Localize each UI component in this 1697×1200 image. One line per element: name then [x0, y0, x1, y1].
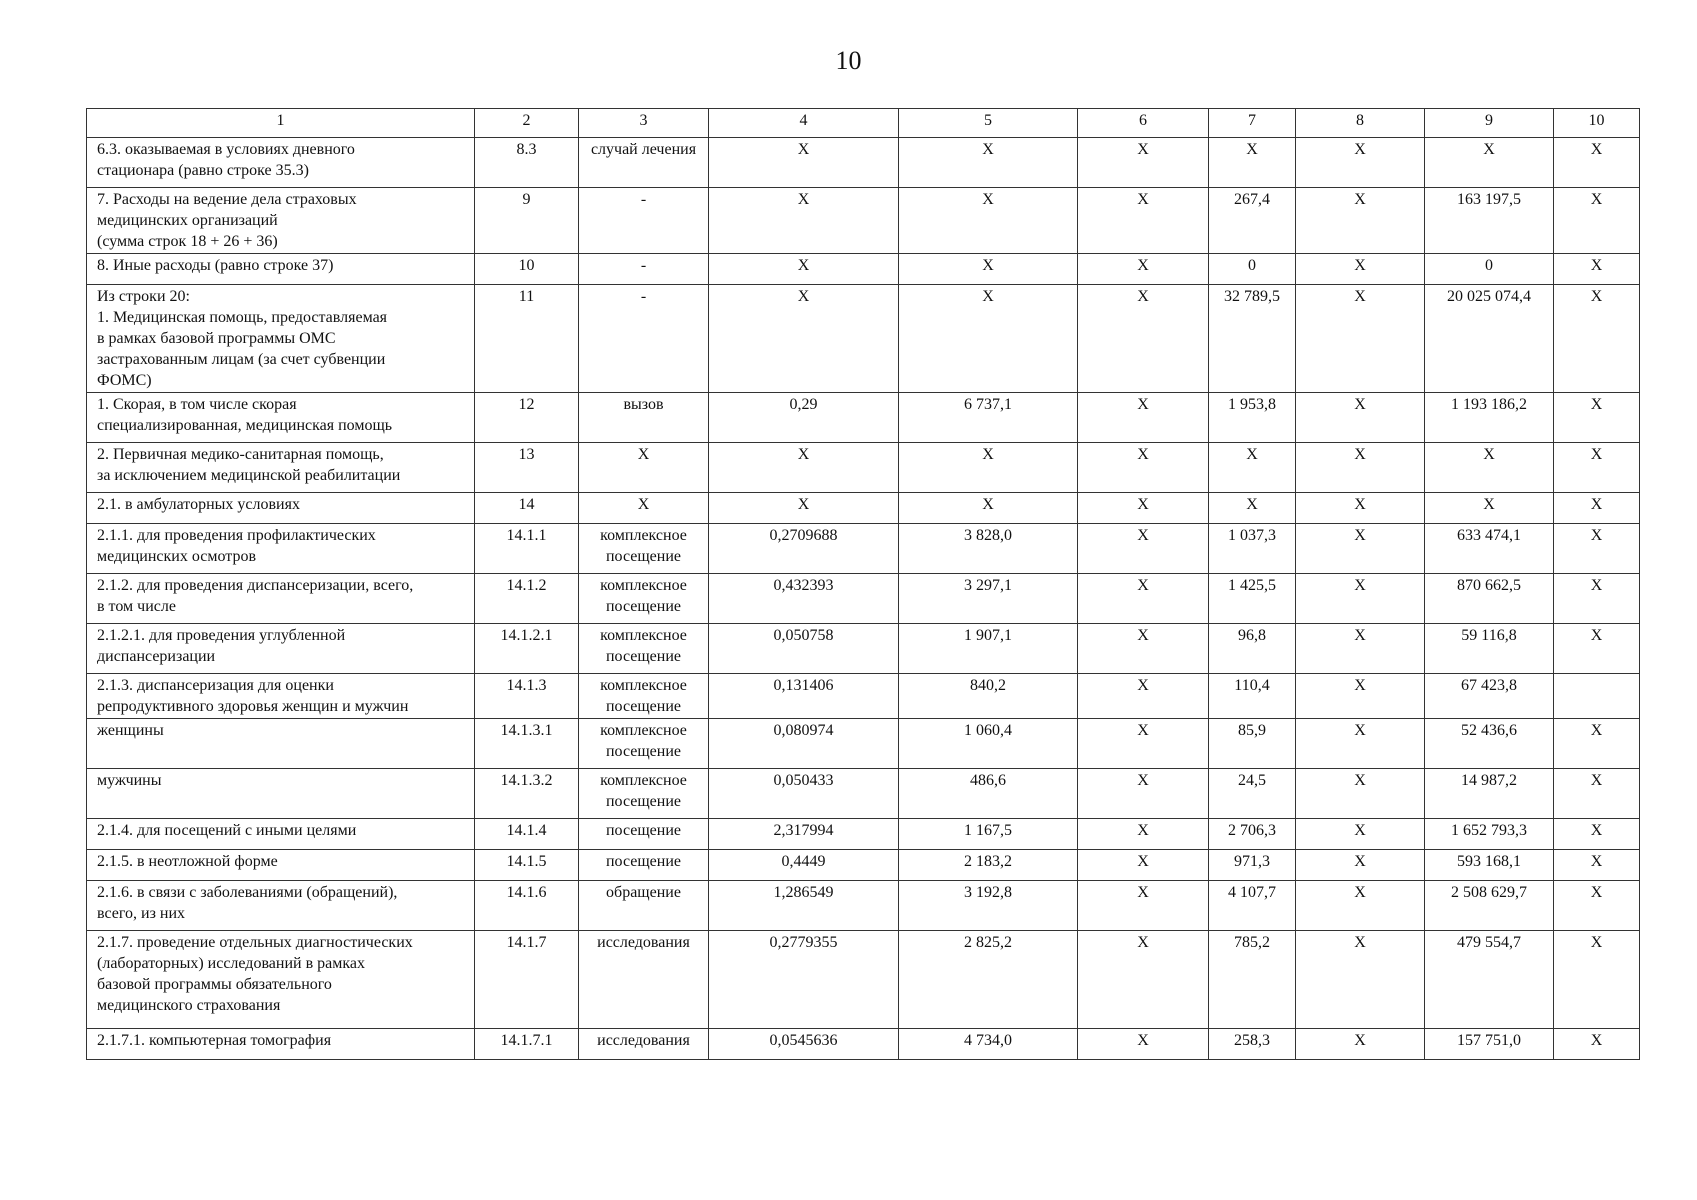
table-cell: Х — [1078, 931, 1209, 1029]
table-cell: комплексное посещение — [579, 574, 709, 624]
table-row — [87, 574, 1640, 624]
table-cell: 14.1.3.1 — [475, 719, 579, 769]
table-cell: Х — [1078, 769, 1209, 819]
table-cell: комплексное посещение — [579, 524, 709, 574]
table-row — [87, 881, 1640, 931]
table-cell: 4 734,0 — [899, 1029, 1078, 1060]
table-cell: Х — [579, 443, 709, 493]
column-header: 10 — [1554, 109, 1640, 138]
row-label-cell: 2.1.3. диспансеризация для оценки репродуктивного здоровья женщин и мужчин — [87, 674, 475, 719]
table-cell: Х — [1296, 1029, 1425, 1060]
table-cell: Х — [1078, 285, 1209, 393]
table-cell: 14.1.5 — [475, 850, 579, 881]
table-cell: Х — [709, 285, 899, 393]
table-cell: Х — [1296, 819, 1425, 850]
table-cell: Х — [1078, 254, 1209, 285]
table-cell: Х — [1078, 524, 1209, 574]
table-cell: 0,2709688 — [709, 524, 899, 574]
table-body — [87, 109, 1640, 1060]
column-header: 8 — [1296, 109, 1425, 138]
report-table — [86, 108, 1640, 1060]
table-cell: 6 737,1 — [899, 393, 1078, 443]
table-row — [87, 393, 1640, 443]
table-cell: 14 987,2 — [1425, 769, 1554, 819]
table-cell: Х — [1296, 254, 1425, 285]
table-cell: 8.3 — [475, 138, 579, 188]
table-cell: Х — [1296, 574, 1425, 624]
table-cell: Х — [1209, 443, 1296, 493]
table-cell: 11 — [475, 285, 579, 393]
table-cell: 0,29 — [709, 393, 899, 443]
table-cell: 1 167,5 — [899, 819, 1078, 850]
table-cell: 479 554,7 — [1425, 931, 1554, 1029]
table-cell: 3 192,8 — [899, 881, 1078, 931]
table-cell: Х — [1296, 138, 1425, 188]
table-cell: 0,080974 — [709, 719, 899, 769]
table-cell: 85,9 — [1209, 719, 1296, 769]
table-cell: 3 828,0 — [899, 524, 1078, 574]
table-row — [87, 850, 1640, 881]
table-cell: Х — [1209, 138, 1296, 188]
table-cell: Х — [1296, 769, 1425, 819]
table-cell: Х — [1078, 393, 1209, 443]
table-cell: Х — [1078, 1029, 1209, 1060]
table-cell: Х — [899, 493, 1078, 524]
table-cell: Х — [1296, 524, 1425, 574]
table-cell: 12 — [475, 393, 579, 443]
table-cell: 2,317994 — [709, 819, 899, 850]
row-label-cell: 1. Скорая, в том числе скорая специализированная, медицинская помощь — [87, 393, 475, 443]
table-cell: Х — [1554, 393, 1640, 443]
table-cell: 14.1.2 — [475, 574, 579, 624]
table-cell: 14.1.2.1 — [475, 624, 579, 674]
table-cell: обращение — [579, 881, 709, 931]
table-cell: 2 706,3 — [1209, 819, 1296, 850]
table-row — [87, 819, 1640, 850]
table-cell: Х — [899, 138, 1078, 188]
table-cell: 0 — [1425, 254, 1554, 285]
table-cell: 24,5 — [1209, 769, 1296, 819]
table-cell: Х — [899, 254, 1078, 285]
page-number: 10 — [835, 46, 862, 75]
table-cell: 14.1.3.2 — [475, 769, 579, 819]
row-label-cell: женщины — [87, 719, 475, 769]
table-cell: 840,2 — [899, 674, 1078, 719]
table-cell: 1 193 186,2 — [1425, 393, 1554, 443]
table-cell: случай лечения — [579, 138, 709, 188]
table-cell: комплексное посещение — [579, 769, 709, 819]
table-cell: комплексное посещение — [579, 674, 709, 719]
table-cell: 14.1.6 — [475, 881, 579, 931]
table-cell: Х — [1554, 1029, 1640, 1060]
row-label-cell: 2.1.4. для посещений с иными целями — [87, 819, 475, 850]
table-cell: Х — [1296, 393, 1425, 443]
table-row — [87, 674, 1640, 719]
table-cell: Х — [1554, 574, 1640, 624]
table-cell: Х — [1554, 850, 1640, 881]
table-cell: Х — [709, 493, 899, 524]
table-cell: 3 297,1 — [899, 574, 1078, 624]
column-header: 4 — [709, 109, 899, 138]
table-cell: посещение — [579, 819, 709, 850]
table-cell: Х — [1078, 624, 1209, 674]
table-cell: 4 107,7 — [1209, 881, 1296, 931]
row-label-cell: Из строки 20: 1. Медицинская помощь, предоставляемая в рамках базовой программы ОМС застрахованным лицам (за счет субвенции ФОМС) — [87, 285, 475, 393]
table-cell: 486,6 — [899, 769, 1078, 819]
table-cell: Х — [1296, 931, 1425, 1029]
table-cell: Х — [1078, 850, 1209, 881]
table-cell: Х — [1554, 819, 1640, 850]
table-cell: 14.1.3 — [475, 674, 579, 719]
table-cell: 14.1.7.1 — [475, 1029, 579, 1060]
table-cell: Х — [1078, 493, 1209, 524]
table-cell: 1 060,4 — [899, 719, 1078, 769]
table-cell: Х — [1078, 574, 1209, 624]
row-label-cell: 7. Расходы на ведение дела страховых медицинских организаций (сумма строк 18 + 26 + 36) — [87, 188, 475, 254]
row-label-cell: мужчины — [87, 769, 475, 819]
table-cell: 163 197,5 — [1425, 188, 1554, 254]
table-cell: Х — [1554, 881, 1640, 931]
table-cell: 32 789,5 — [1209, 285, 1296, 393]
table-cell: исследования — [579, 931, 709, 1029]
table-cell: - — [579, 254, 709, 285]
table-cell: Х — [1078, 674, 1209, 719]
table-cell: 14.1.4 — [475, 819, 579, 850]
table-cell: 59 116,8 — [1425, 624, 1554, 674]
table-cell: 1 425,5 — [1209, 574, 1296, 624]
table-cell: Х — [899, 188, 1078, 254]
table-cell: Х — [899, 285, 1078, 393]
table-cell: Х — [709, 443, 899, 493]
row-label-cell: 8. Иные расходы (равно строке 37) — [87, 254, 475, 285]
table-cell: 9 — [475, 188, 579, 254]
table-row — [87, 188, 1640, 254]
column-header: 2 — [475, 109, 579, 138]
column-header: 9 — [1425, 109, 1554, 138]
table-cell: Х — [1078, 138, 1209, 188]
table-cell: Х — [1296, 850, 1425, 881]
table-cell: 0,4449 — [709, 850, 899, 881]
table-row — [87, 769, 1640, 819]
table-row — [87, 931, 1640, 1029]
table-cell: Х — [1554, 719, 1640, 769]
row-label-cell: 2.1.6. в связи с заболеваниями (обращений), всего, из них — [87, 881, 475, 931]
table-cell: Х — [1554, 285, 1640, 393]
table-cell: комплексное посещение — [579, 719, 709, 769]
table-cell: 1,286549 — [709, 881, 899, 931]
table-cell: Х — [1554, 624, 1640, 674]
table-row — [87, 493, 1640, 524]
table-cell: Х — [1296, 443, 1425, 493]
table-cell: 2 508 629,7 — [1425, 881, 1554, 931]
table-row — [87, 524, 1640, 574]
table-cell: 20 025 074,4 — [1425, 285, 1554, 393]
table-cell: Х — [1296, 624, 1425, 674]
header-row — [87, 109, 1640, 138]
row-label-cell: 2.1.2. для проведения диспансеризации, всего, в том числе — [87, 574, 475, 624]
row-label-cell: 2.1.5. в неотложной форме — [87, 850, 475, 881]
row-label-cell: 2.1.7. проведение отдельных диагностических (лабораторных) исследований в рамках базовой программы обязательного медицинского страхования — [87, 931, 475, 1029]
table-cell: 2 183,2 — [899, 850, 1078, 881]
row-label-cell: 2. Первичная медико-санитарная помощь, за исключением медицинской реабилитации — [87, 443, 475, 493]
table-cell: Х — [709, 254, 899, 285]
table-cell: 0,0545636 — [709, 1029, 899, 1060]
table-cell: Х — [1078, 443, 1209, 493]
table-row — [87, 1029, 1640, 1060]
table-cell: комплексное посещение — [579, 624, 709, 674]
table-cell: 2 825,2 — [899, 931, 1078, 1029]
table-cell: 67 423,8 — [1425, 674, 1554, 719]
table-cell: Х — [1209, 493, 1296, 524]
table-cell — [1554, 674, 1640, 719]
table-cell: вызов — [579, 393, 709, 443]
table-cell: Х — [1425, 493, 1554, 524]
table-cell: Х — [1554, 138, 1640, 188]
table-cell: - — [579, 285, 709, 393]
table-cell: 1 907,1 — [899, 624, 1078, 674]
row-label-cell: 2.1.2.1. для проведения углубленной диспансеризации — [87, 624, 475, 674]
table-cell: исследования — [579, 1029, 709, 1060]
column-header: 3 — [579, 109, 709, 138]
table-cell: 1 037,3 — [1209, 524, 1296, 574]
table-cell: 110,4 — [1209, 674, 1296, 719]
table-cell: Х — [1554, 188, 1640, 254]
table-cell: 14.1.7 — [475, 931, 579, 1029]
table-cell: посещение — [579, 850, 709, 881]
table-cell: Х — [1078, 719, 1209, 769]
table-cell: Х — [899, 443, 1078, 493]
column-header: 1 — [87, 109, 475, 138]
table-cell: 258,3 — [1209, 1029, 1296, 1060]
table-cell: 96,8 — [1209, 624, 1296, 674]
table-cell: 0,050433 — [709, 769, 899, 819]
table-cell: Х — [579, 493, 709, 524]
row-label-cell: 6.3. оказываемая в условиях дневного стационара (равно строке 35.3) — [87, 138, 475, 188]
table-cell: 1 953,8 — [1209, 393, 1296, 443]
table-row — [87, 285, 1640, 393]
table-cell: 0,2779355 — [709, 931, 899, 1029]
table-cell: 14.1.1 — [475, 524, 579, 574]
row-label-cell: 2.1.1. для проведения профилактических медицинских осмотров — [87, 524, 475, 574]
table-cell: 52 436,6 — [1425, 719, 1554, 769]
table-cell: 0 — [1209, 254, 1296, 285]
table-cell: 0,050758 — [709, 624, 899, 674]
column-header: 5 — [899, 109, 1078, 138]
table-cell: Х — [1296, 493, 1425, 524]
table-cell: 0,432393 — [709, 574, 899, 624]
table-cell: 870 662,5 — [1425, 574, 1554, 624]
table-row — [87, 254, 1640, 285]
table-cell: 10 — [475, 254, 579, 285]
table-cell: 971,3 — [1209, 850, 1296, 881]
table-row — [87, 443, 1640, 493]
row-label-cell: 2.1.7.1. компьютерная томография — [87, 1029, 475, 1060]
table-cell: Х — [1078, 188, 1209, 254]
table-cell: 0,131406 — [709, 674, 899, 719]
table-row — [87, 624, 1640, 674]
table-cell: Х — [1425, 138, 1554, 188]
table-cell: Х — [1296, 881, 1425, 931]
table-cell: 633 474,1 — [1425, 524, 1554, 574]
table-cell: Х — [709, 138, 899, 188]
table-cell: Х — [1078, 819, 1209, 850]
table-cell: 13 — [475, 443, 579, 493]
table-cell: Х — [1554, 443, 1640, 493]
table-cell: 14 — [475, 493, 579, 524]
table-cell: Х — [1554, 254, 1640, 285]
table-cell: 157 751,0 — [1425, 1029, 1554, 1060]
table-cell: Х — [1554, 493, 1640, 524]
table-cell: 785,2 — [1209, 931, 1296, 1029]
column-header: 6 — [1078, 109, 1209, 138]
table-cell: 593 168,1 — [1425, 850, 1554, 881]
table-cell: 1 652 793,3 — [1425, 819, 1554, 850]
table-cell: - — [579, 188, 709, 254]
table-cell: Х — [1078, 881, 1209, 931]
table-cell: Х — [1554, 524, 1640, 574]
table-cell: Х — [1425, 443, 1554, 493]
row-label-cell: 2.1. в амбулаторных условиях — [87, 493, 475, 524]
table-row — [87, 719, 1640, 769]
table-cell: Х — [709, 188, 899, 254]
table-cell: Х — [1296, 719, 1425, 769]
table-cell: Х — [1296, 285, 1425, 393]
table-row — [87, 138, 1640, 188]
table-cell: Х — [1554, 769, 1640, 819]
table-cell: Х — [1554, 931, 1640, 1029]
table-cell: 267,4 — [1209, 188, 1296, 254]
column-header: 7 — [1209, 109, 1296, 138]
table-cell: Х — [1296, 188, 1425, 254]
table-cell: Х — [1296, 674, 1425, 719]
